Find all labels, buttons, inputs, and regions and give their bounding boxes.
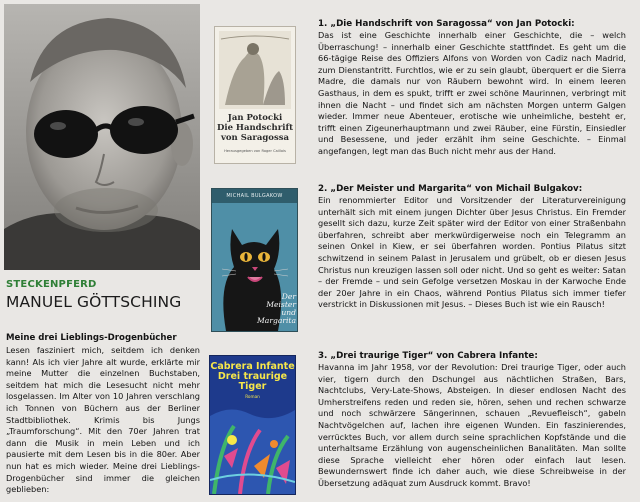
cover-1-title [215,124,295,143]
book-entry-2 [318,184,626,311]
cover-1-author: Jan Potocki [227,113,283,123]
cover-engraving-illustration [215,27,295,113]
book-entry-2-body: Ein renommierter Editor und Vorsitzender der Literaturvereinigung unterhält sich mit einem jungen Dichter über Jesus Christus. Ein Fremder gesellt sich dazu, kurze Zeit später wird der Editor von einer Straßenbahn überfahren, schreibt aber merkwürdigerweise noch ein Telegramm an seinen Onkel in Kiew, er sei überfahren worden. Pontius Pilatus sitzt schwitzend in seinem Palast in Jerusalem und grübelt, ob er diesen Jesus Christus nun kreuzigen lassen soll oder nicht. Und so geht es weiter: Satan – der Fremde – und sein Gefolge versetzen Moskau in der Karwoche Ende der 20er Jahre in ein Chaos, während Pontius Pilatus sich immer tiefer verstrickt in Diskussionen mit Jesus. – Dieses Buch ist wie ein Rausch! [318,195,626,310]
cover-2-title-line-1: Der [281,292,296,301]
book-entry-1 [318,19,626,158]
author-portrait-photo [4,4,200,270]
book-entry-3-heading: 3. „Drei traurige Tiger“ von Cabrera Infante: [318,351,538,361]
cover-1-title-line-1: Die Handschrift [216,123,294,133]
cover-1-title-line-2: von Saragossa [220,132,290,143]
cover-3-title-line-1: Cabrera Infante [210,361,295,372]
column-label: STECKENPFERD [6,279,97,290]
cover-3-subtitle: Roman [245,394,260,399]
cover-3-title [210,362,295,392]
intro-paragraph: Lesen fasziniert mich, seitdem ich denken kann! Als ich vier Jahre alt wurde, erklärte mir meine Mutter die einzelnen Buchstaben, seitdem hat mich die Lesesucht nicht mehr losgelassen. Im Alter von 10 Jahren verschlang ich Tonnen von Büchern aus der Berliner Stadtbibliothek. Krimis bis Jungs „Traumforschung“. Mit den 70er Jahren trat dann die Musik in mein Leben und ich pausierte mit dem Lesen bis in die 80er. Aber nun hat es mich wieder. Meine drei Lieblings-Drogenbücher sind immer die gleichen geblieben: [6,345,200,495]
intro-heading: Meine drei Lieblings-Drogenbücher [6,333,177,343]
book-cover-saragossa [214,26,296,164]
cover-2-title-line-3: Margarita [257,316,296,325]
person-name: MANUEL GÖTTSCHING [6,293,182,311]
book-entry-3-body: Havanna im Jahr 1958, vor der Revolution: Drei traurige Tiger, oder auch vier, tigern durch den Dschungel aus nächtlichen Straßen, Bars, Nachtclubs, Very-Late-Shows, Absteigen. In dieser endlosen Nacht des Umherstreifens reden und reden sie, hören, sehen und rechen schwarze und noch schwärzere Sängerinnen, schauen „Revuefleisch“, gabeln Nachtvögelchen auf, lachen ihre eigenen Wunden. Ein faszinierendes, verrücktes Buch, vor allem durch seine sprachlichen Kopfstände und die unterhaltsame Erzählung von augenscheinlichen Banalitäten. Man sollte diese Sprache vielleicht eher hören oder einfach laut lesen. Bewundernswert finde ich daher auch, wie diese Schreibweise in der Übersetzung adäquat zum Ausdruck kommt. Bravo! [318,362,626,488]
cover-1-footer: Herausgegeben von Roger Caillois [224,149,286,153]
cover-3-title-line-3: Tiger [238,381,267,392]
book-entry-1-heading: 1. „Die Handschrift von Saragossa“ von Jan Potocki: [318,19,575,29]
book-entry-1-body: Das ist eine Geschichte innerhalb einer Geschichte, die – welch Überraschung! – innerhalb einer Geschichte stattfindet. Es geht um die 66-tägige Reise des Offiziers Alfons von Worden von Cadiz nach Madrid, zum Dienstantritt. Furchtlos, wie er zu sein glaubt, überquert er die Sierra Madre, die damals nur von Räubern bewohnt wird. In einem leeren Gasthaus, in dem es spukt, trifft er zwei schöne Maurinnen, verbringt mit ihnen die Nacht – und findet sich am nächsten Morgen unterm Galgen wieder. Immer neue Abenteuer, erotische wie unheimliche, besteht er, trifft einen Zigeunerhauptmann und zwei Räuber, eine Fürstin, Einsiedler und Besessene, und jeder erzählt ihm seine Geschichte. – Einmal angefangen, legt man das Buch nicht mehr aus der Hand. [318,30,626,156]
cover-2-author: MICHAIL BULGAKOW [226,193,283,199]
book-cover-drei-traurige-tiger [209,355,296,495]
book-entry-3 [318,351,626,490]
cover-2-title-line-2: Meister und [266,300,296,317]
cover-2-title [252,293,296,325]
book-cover-meister-margarita [211,188,298,332]
book-entry-2-heading: 2. „Der Meister und Margarita“ von Michail Bulgakov: [318,184,583,194]
portrait-illustration [4,4,200,270]
cover-3-title-line-2: Drei traurige [217,371,288,382]
